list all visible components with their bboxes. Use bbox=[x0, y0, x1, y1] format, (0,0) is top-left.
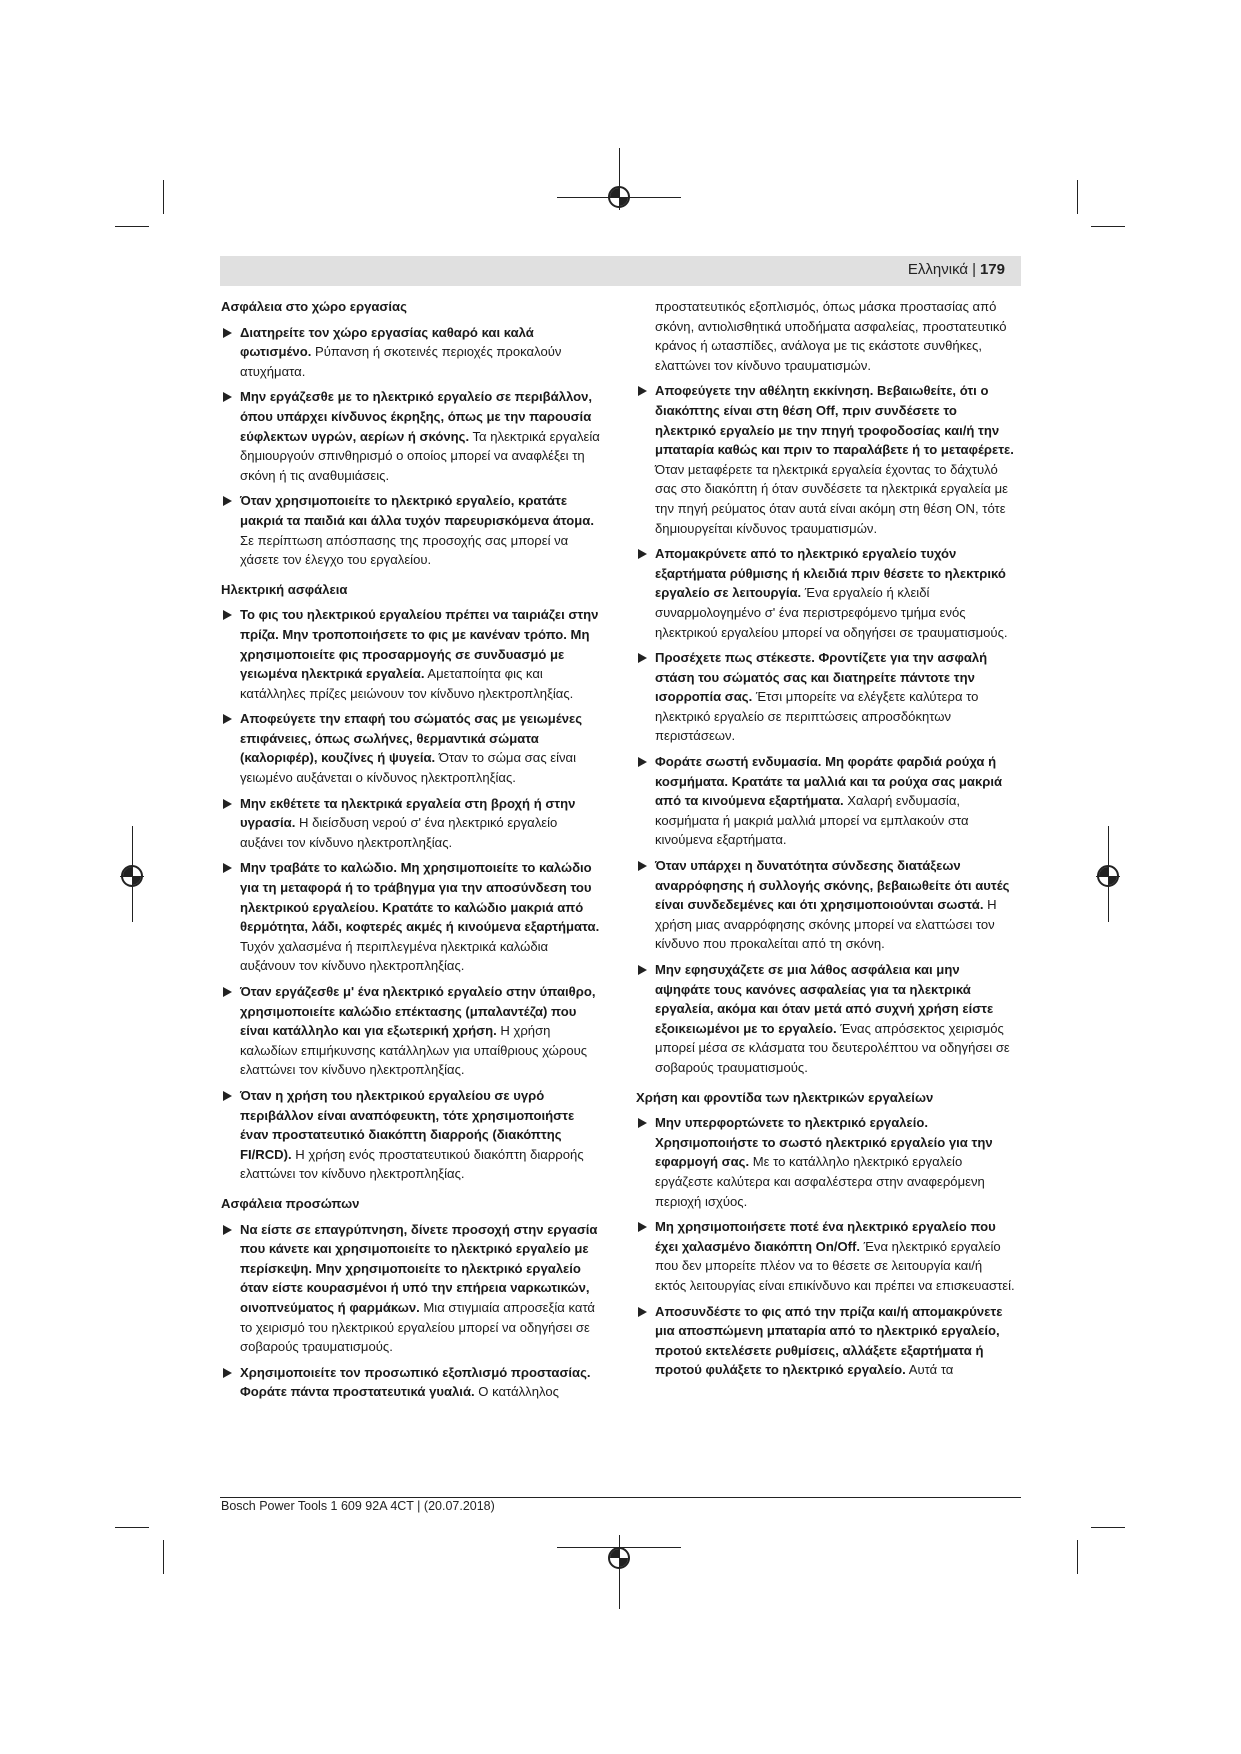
item-text: Μια στιγμιαία απροσεξία κατά το χειρισμό του ηλεκτρικού εργαλείου μπορεί να οδηγήσει σε σοβαρούς τραυματισμούς. bbox=[240, 1299, 596, 1355]
list-item bbox=[636, 1217, 1016, 1295]
item-text: Αυτά τα bbox=[905, 1362, 954, 1378]
bullet-triangle-icon bbox=[638, 861, 647, 871]
registration-mark-icon bbox=[1097, 865, 1119, 887]
list-item bbox=[221, 323, 601, 382]
item-text: Αμεταποίητα φις και κατάλληλες πρίζες μειώνουν τον κίνδυνο ηλεκτροπληξίας. bbox=[240, 666, 574, 701]
bullet-triangle-icon bbox=[638, 653, 647, 663]
bullet-triangle-icon bbox=[223, 714, 232, 724]
right-column bbox=[636, 297, 1016, 1386]
continuation-text: προστατευτικός εξοπλισμός, όπως μάσκα προστασίας από σκόνη, αντιολισθητικά υποδήματα ασφαλείας, προστατευτικό κράνος ή ωτασπίδες, ανάλογα με τις εκάστοτε συνθήκες, ελαττώνει τον κίνδυνο τραυματισμών. bbox=[655, 299, 1007, 373]
item-text: Όταν μεταφέρετε τα ηλεκτρικά εργαλεία έχοντας το δάχτυλό σας στο διακόπτη ή όταν συνδέσετε τα ηλεκτρικά εργαλεία με την πηγή ρεύματος όταν αυτά είναι ακόμη στη θέση ON, τότε δημιουργείται κίνδυνος τραυματισμών. bbox=[655, 461, 1009, 536]
list-item bbox=[636, 544, 1016, 642]
crop-mark bbox=[115, 226, 149, 227]
item-bold: Όταν χρησιμοποιείτε το ηλεκτρικό εργαλείο, κρατάτε μακριά τα παιδιά και άλλα τυχόν παρευρισκόμενα άτομα. bbox=[240, 493, 594, 528]
item-text: Ρύπανση ή σκοτεινές περιοχές προκαλούν ατυχήματα. bbox=[240, 344, 562, 379]
item-bold: Χρησιμοποιείτε τον προσωπικό εξοπλισμό προστασίας. Φοράτε πάντα προστατευτικά γυαλιά. bbox=[240, 1364, 591, 1400]
item-text: Η διείσδυση νερού σ' ένα ηλεκτρικό εργαλείο αυξάνει τον κίνδυνο ηλεκτροπληξίας. bbox=[240, 815, 558, 850]
item-text: Η χρήση καλωδίων επιμήκυνσης κατάλληλων για υπαίθριους χώρους ελαττώνει τον κίνδυνο ηλεκτροπληξίας. bbox=[240, 1023, 588, 1078]
item-text: Έτσι μπορείτε να ελέγξετε καλύτερα το ηλεκτρικό εργαλείο σε περιπτώσεις απροσδόκητων περιστάσεων. bbox=[655, 689, 979, 744]
footer-text: Bosch Power Tools 1 609 92A 4CT | (20.07.2018) bbox=[221, 1499, 495, 1513]
bullet-triangle-icon bbox=[223, 328, 232, 338]
crop-mark bbox=[1091, 226, 1125, 227]
bullet-triangle-icon bbox=[223, 863, 232, 873]
crop-mark bbox=[163, 1540, 164, 1574]
item-bold: Το φις του ηλεκτρικού εργαλείου πρέπει να ταιριάζει στην πρίζα. Μην τροποποιήσετε το φις με κανέναν τρόπο. Μη χρησιμοποιείτε φις προσαρμογής σε συνδυασμό με γειωμένα ηλεκτρικά εργαλεία. bbox=[240, 607, 599, 682]
item-bold: Απομακρύνετε από το ηλεκτρικό εργαλείο τυχόν εξαρτήματα ρύθμισης ή κλειδιά πριν θέσετε το ηλεκτρικό εργαλείο σε λειτουργία. bbox=[655, 546, 1006, 601]
item-bold: Αποφεύγετε την αθέλητη εκκίνηση. Βεβαιωθείτε, ότι ο διακόπτης είναι στη θέση Off, πριν συνδέσετε το ηλεκτρικό εργαλείο με την πηγή τροφοδοσίας και/ή την μπαταρία καθώς και πριν το παραλάβετε ή το μεταφέρετε. bbox=[655, 383, 1014, 458]
registration-mark-icon bbox=[608, 186, 630, 208]
page-number: 179 bbox=[979, 261, 1005, 278]
list-item bbox=[221, 982, 601, 1080]
item-text: Τα ηλεκτρικά εργαλεία δημιουργούν σπινθηρισμό ο οποίος μπορεί να αναφλέξει τη σκόνη ή τις αναθυμιάσεις. bbox=[240, 428, 600, 483]
item-text: Ένα εργαλείο ή κλειδί συναρμολογημένο σ' ένα περιστρεφόμενο τμήμα ενός ηλεκτρικού εργαλείου μπορεί να οδηγήσει σε τραυματισμούς. bbox=[655, 585, 1008, 640]
bullet-triangle-icon bbox=[638, 757, 647, 767]
item-bold: Όταν η χρήση του ηλεκτρικού εργαλείου σε υγρό περιβάλλον είναι αναπόφευκτη, τότε χρησιμοποιήστε έναν προστατευτικό διακόπτη διαρροής (διακόπτης FI/RCD). bbox=[240, 1087, 575, 1162]
list-item bbox=[221, 858, 601, 976]
item-text: Χαλαρή ενδυμασία, κοσμήματα ή μακριά μαλλιά μπορεί να εμπλακούν στα κινούμενα εξαρτήματα. bbox=[655, 793, 969, 848]
left-column bbox=[221, 297, 601, 1408]
page-header bbox=[220, 256, 1021, 286]
bullet-triangle-icon bbox=[223, 1091, 232, 1101]
bullet-triangle-icon bbox=[223, 799, 232, 809]
item-bold: Φοράτε σωστή ενδυμασία. Μη φοράτε φαρδιά ρούχα ή κοσμήματα. Κρατάτε τα μαλλιά και τα ρούχα σας μακριά από τα κινούμενα εξαρτήματα. bbox=[655, 754, 1003, 809]
page-header-text bbox=[908, 261, 1005, 278]
item-bold: Να είστε σε επαγρύπνηση, δίνετε προσοχή στην εργασία που κάνετε και χρησιμοποιείτε το ηλεκτρικό εργαλείο με περίσκεψη. Μην χρησιμοποιείτε το ηλεκτρικό εργαλείο όταν είστε κουρασμένοι ή υπό την επήρεια ναρκωτικών, οινοπνεύματος ή φαρμάκων. bbox=[240, 1221, 598, 1315]
bullet-triangle-icon bbox=[638, 549, 647, 559]
item-bold: Αποσυνδέστε το φις από την πρίζα και/ή απομακρύνετε μια αποσπώμενη μπαταρία από το ηλεκτρικό εργαλείο, προτού εκτελέσετε ρυθμίσεις, αλλάξετε εξαρτήματα ή προτού φυλάξετε το ηλεκτρικό εργαλείο. bbox=[655, 1303, 1003, 1378]
item-text: Με το κατάλληλο ηλεκτρικό εργαλείο εργάζεστε καλύτερα και ασφαλέστερα στην αναφερόμενη περιοχή ισχύος. bbox=[655, 1154, 985, 1209]
bullet-triangle-icon bbox=[223, 987, 232, 997]
item-bold: Μην εργάζεσθε με το ηλεκτρικό εργαλείο σε περιβάλλον, όπου υπάρχει κίνδυνος έκρηξης, όπως με την παρουσία εύφλεκτων υγρών, αερίων ή σκόνης. bbox=[240, 389, 593, 444]
item-text: Ο κατάλληλος bbox=[474, 1384, 559, 1400]
crop-mark bbox=[1077, 180, 1078, 214]
bullet-triangle-icon bbox=[638, 1222, 647, 1232]
bullet-triangle-icon bbox=[223, 496, 232, 506]
section-title: Ασφάλεια στο χώρο εργασίας bbox=[221, 299, 407, 314]
registration-mark-icon bbox=[121, 865, 143, 887]
bullet-triangle-icon bbox=[223, 392, 232, 402]
section-title: Χρήση και φροντίδα των ηλεκτρικών εργαλείων bbox=[636, 1089, 934, 1105]
item-text: Η χρήση μιας αναρρόφησης σκόνης μπορεί να ελαττώσει τον κίνδυνο που προκαλείται από τη σκόνη. bbox=[655, 897, 997, 952]
item-bold: Μην υπερφορτώνετε το ηλεκτρικό εργαλείο. Χρησιμοποιήστε το σωστό ηλεκτρικό εργαλείο για την εφαρμογή σας. bbox=[655, 1115, 993, 1170]
list-item bbox=[636, 1113, 1016, 1211]
section-title: Ηλεκτρική ασφάλεια bbox=[221, 581, 348, 597]
bullet-triangle-icon bbox=[638, 1118, 647, 1128]
crop-mark bbox=[1077, 1540, 1078, 1574]
section-title: Ασφάλεια προσώπων bbox=[221, 1195, 360, 1211]
list-item bbox=[636, 960, 1016, 1078]
bullet-triangle-icon bbox=[223, 610, 232, 620]
header-language: Ελληνικά bbox=[907, 261, 969, 278]
list-item bbox=[221, 1363, 601, 1402]
item-bold: Διατηρείτε τον χώρο εργασίας καθαρό και καλά φωτισμένο. bbox=[240, 324, 534, 360]
list-item bbox=[636, 1302, 1016, 1380]
item-text: Η χρήση ενός προστατευτικού διακόπτη διαρροής ελαττώνει τον κίνδυνο ηλεκτροπληξίας. bbox=[240, 1146, 584, 1182]
item-bold: Μην εκθέτετε τα ηλεκτρικά εργαλεία στη βροχή ή στην υγρασία. bbox=[240, 795, 576, 831]
item-text: Ένας απρόσεκτος χειρισμός μπορεί μέσα σε κλάσματα του δευτερολέπτου να οδηγήσει σε σοβαρούς τραυματισμούς. bbox=[655, 1020, 1010, 1075]
bullet-triangle-icon bbox=[638, 965, 647, 975]
list-item bbox=[221, 605, 601, 703]
footer-divider bbox=[220, 1497, 1021, 1498]
bullet-triangle-icon bbox=[223, 1368, 232, 1378]
list-item bbox=[636, 648, 1016, 746]
item-bold: Μην τραβάτε το καλώδιο. Μη χρησιμοποιείτε το καλώδιο για τη μεταφορά ή το τράβηγμα για την αποσύνδεση του ηλεκτρικού εργαλείου. Κρατάτε το καλώδιο μακριά από θερμότητα, λάδι, κοφτερές ακμές ή κινούμενα εξαρτήματα. bbox=[240, 860, 600, 935]
crop-mark bbox=[163, 180, 164, 214]
bullet-triangle-icon bbox=[638, 1307, 647, 1317]
item-bold: Αποφεύγετε την επαφή του σώματός σας με γειωμένες επιφάνειες, όπως σωλήνες, θερμαντικά σώματα (καλοριφέρ), κουζίνες ή ψυγεία. bbox=[240, 711, 583, 766]
list-item bbox=[221, 709, 601, 787]
list-item bbox=[221, 1086, 601, 1184]
item-text: Σε περίπτωση απόσπασης της προσοχής σας μπορεί να χάσετε τον έλεγχο του εργαλείου. bbox=[240, 532, 569, 568]
bullet-triangle-icon bbox=[223, 1225, 232, 1235]
item-text: Ένα ηλεκτρικό εργαλείο που δεν μπορείτε πλέον να το θέσετε σε λειτουργία και/ή εκτός λειτουργίας είναι επικίνδυνο και πρέπει να επισκευαστεί. bbox=[655, 1238, 1015, 1293]
item-bold: Προσέχετε πως στέκεστε. Φροντίζετε για την ασφαλή στάση του σώματός σας και διατηρείτε πάντοτε την ισορροπία σας. bbox=[655, 650, 988, 705]
item-bold: Όταν εργάζεσθε μ' ένα ηλεκτρικό εργαλείο στην ύπαιθρο, χρησιμοποιείτε καλώδιο επέκτασης (μπαλαντέζα) που είναι κατάλληλο και για εξωτερική χρήση. bbox=[240, 984, 596, 1039]
list-item bbox=[221, 387, 601, 485]
item-text: Τυχόν χαλασμένα ή περιπλεγμένα ηλεκτρικά καλώδια αυξάνουν τον κίνδυνο ηλεκτροπληξίας. bbox=[240, 938, 549, 974]
crop-mark bbox=[1091, 1527, 1125, 1528]
list-item bbox=[221, 1220, 601, 1357]
list-item bbox=[636, 856, 1016, 954]
bullet-triangle-icon bbox=[638, 386, 647, 396]
list-item bbox=[636, 752, 1016, 850]
item-text: Όταν το σώμα σας είναι γειωμένο αυξάνεται ο κίνδυνος ηλεκτροπληξίας. bbox=[240, 750, 577, 786]
list-item bbox=[221, 491, 601, 569]
item-bold: Μη χρησιμοποιήσετε ποτέ ένα ηλεκτρικό εργαλείο που έχει χαλασμένο διακόπτη On/Off. bbox=[655, 1219, 996, 1254]
item-bold: Όταν υπάρχει η δυνατότητα σύνδεσης διατάξεων αναρρόφησης ή συλλογής σκόνης, βεβαιωθείτε ότι αυτές είναι συνδεδεμένες και ότι χρησιμοποιούνται σωστά. bbox=[655, 858, 1010, 913]
crop-mark bbox=[115, 1527, 149, 1528]
list-item bbox=[636, 381, 1016, 538]
registration-mark-icon bbox=[608, 1547, 630, 1569]
header-separator: | bbox=[972, 261, 976, 278]
list-item bbox=[221, 794, 601, 853]
item-bold: Μην εφησυχάζετε σε μια λάθος ασφάλεια και μην αψηφάτε τους κανόνες ασφαλείας για τα ηλεκτρικά εργαλεία, ακόμα και όταν μετά από συχνή χρήση είστε εξοικειωμένοι με το εργαλείο. bbox=[655, 962, 994, 1036]
